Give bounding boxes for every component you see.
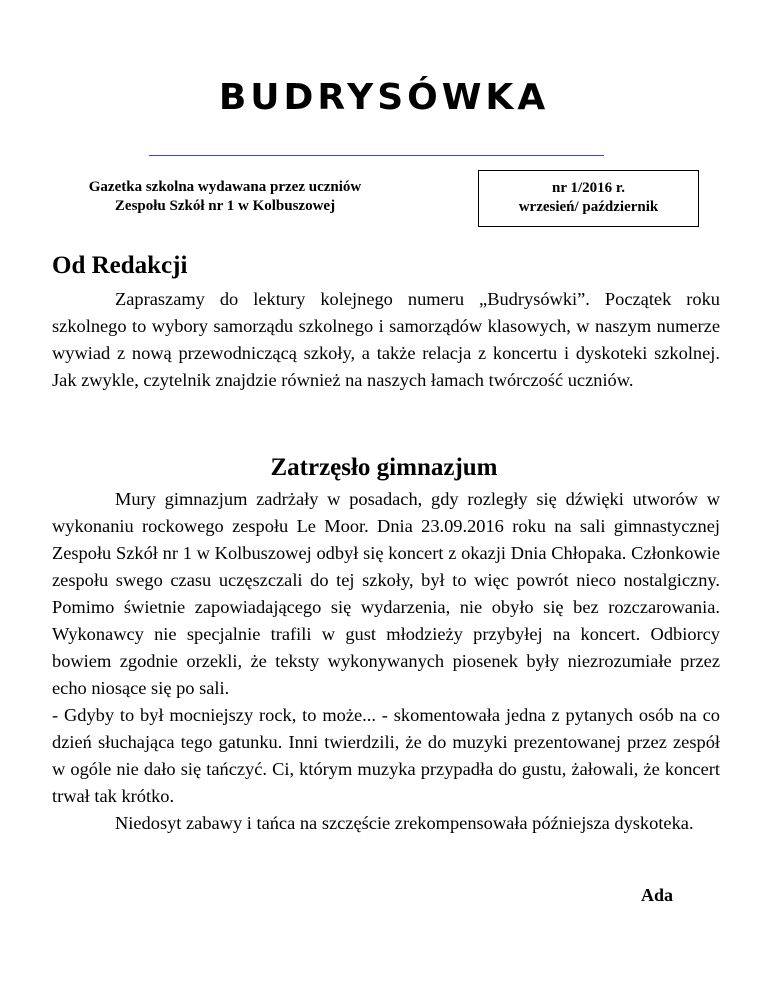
article-paragraph-2: - Gdyby to był mocniejszy rock, to może... - skomentowała jedna z pytanych osób na co dzień słuchająca tego gatunku. Inni twierdzili, że do muzyki prezentowanej przez zespół w ogóle nie dało się tańczyć. Ci, którym muzyka przypadła do gustu, żałowali, że koncert trwał tak krótko. xyxy=(52,705,720,806)
article-paragraph-1: Mury gimnazjum zadrżały w posadach, gdy rozległy się dźwięki utworów w wykonaniu rockowego zespołu Le Moor. Dnia 23.09.2016 roku na sali gimnastycznej Zespołu Szkół nr 1 w Kolbuszowej odbył się koncert z okazji Dnia Chłopaka. Członkowie zespołu swego czasu uczęszczali do tej szkoły, był to więc powrót nieco nostalgiczny. Pomimo świetnie zapowiadającego się wydarzenia, nie obyło się bez rozczarowania. Wykonawcy nie specjalnie trafili w gust młodzieży przybyłej na koncert. Odbiorcy bowiem zgodnie orzekli, że teksty wykonywanych piosenek były niezrozumiałe przez echo niosące się po sali. xyxy=(52,489,720,698)
header-divider xyxy=(149,155,604,156)
masthead-title: BUDRYSÓWKA xyxy=(218,77,550,118)
editorial-title: Od Redakcji xyxy=(52,252,188,279)
publication-subtitle xyxy=(40,178,410,216)
article-author: Ada xyxy=(640,885,673,905)
issue-months: wrzesień/ październik xyxy=(518,199,659,215)
subtitle-line-1: Gazetka szkolna wydawana przez uczniów xyxy=(88,179,362,195)
issue-info-box xyxy=(478,170,699,227)
editorial-body xyxy=(52,286,720,394)
article-paragraph-3: Niedosyt zabawy i tańca na szczęście zrekompensowała późniejsza dyskoteka. xyxy=(115,813,694,833)
editorial-text: Zapraszamy do lektury kolejnego numeru „Budrysówki”. Początek roku szkolnego to wybory samorządu szkolnego i samorządów klasowych, w naszym numerze wywiad z nową przewodniczącą szkoły, a także relacja z koncertu i dyskoteki szkolnej. Jak zwykle, czytelnik znajdzie również na naszych łamach twórczość uczniów. xyxy=(52,289,720,390)
subtitle-line-2: Zespołu Szkół nr 1 w Kolbuszowej xyxy=(114,198,336,214)
issue-number: nr 1/2016 r. xyxy=(552,180,625,196)
article-body xyxy=(52,486,720,837)
article-title: Zatrzęsło gimnazjum xyxy=(270,454,498,481)
